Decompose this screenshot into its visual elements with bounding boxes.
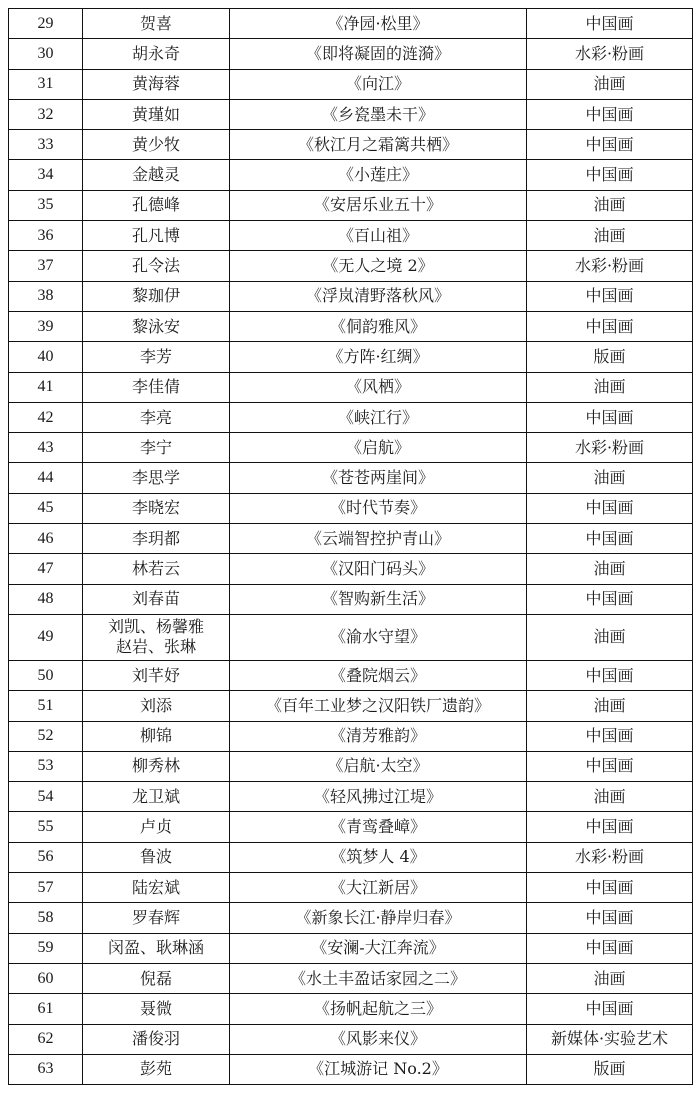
artwork-category: 油画 <box>527 190 693 220</box>
artist-name: 李宁 <box>83 433 230 463</box>
artwork-title: 《新象长江·静岸归春》 <box>230 903 527 933</box>
artwork-title: 《风栖》 <box>230 372 527 402</box>
row-number: 60 <box>9 963 83 993</box>
artwork-title: 《安澜-大江奔流》 <box>230 933 527 963</box>
table-row <box>9 160 693 190</box>
row-number: 46 <box>9 524 83 554</box>
artist-name-line: 赵岩、张琳 <box>115 637 196 657</box>
table-row <box>9 1054 693 1084</box>
artwork-title: 《渝水守望》 <box>230 614 527 660</box>
artwork-title: 《大江新居》 <box>230 873 527 903</box>
artwork-category: 中国画 <box>527 130 693 160</box>
artist-name: 龙卫斌 <box>83 782 230 812</box>
artist-name: 刘芊妤 <box>83 660 230 690</box>
row-number: 41 <box>9 372 83 402</box>
table-row <box>9 812 693 842</box>
artist-name: 闵盈、耿琳涵 <box>83 933 230 963</box>
row-number: 47 <box>9 554 83 584</box>
artist-name: 陆宏斌 <box>83 873 230 903</box>
table-row <box>9 660 693 690</box>
table-row <box>9 372 693 402</box>
row-number: 57 <box>9 873 83 903</box>
artwork-title: 《净园·松里》 <box>230 9 527 39</box>
artwork-category: 中国画 <box>527 99 693 129</box>
artist-name: 柳秀林 <box>83 751 230 781</box>
artwork-category: 中国画 <box>527 873 693 903</box>
artwork-category: 中国画 <box>527 311 693 341</box>
artist-name: 孔凡博 <box>83 221 230 251</box>
table-row <box>9 221 693 251</box>
artwork-title: 《云端智控护青山》 <box>230 524 527 554</box>
artwork-category: 油画 <box>527 372 693 402</box>
artwork-category: 中国画 <box>527 903 693 933</box>
row-number: 37 <box>9 251 83 281</box>
row-number: 48 <box>9 584 83 614</box>
table-row <box>9 584 693 614</box>
artwork-title: 《叠院烟云》 <box>230 660 527 690</box>
row-number: 29 <box>9 9 83 39</box>
artwork-category: 版画 <box>527 1054 693 1084</box>
table-row <box>9 782 693 812</box>
artwork-title: 《安居乐业五十》 <box>230 190 527 220</box>
artwork-category: 油画 <box>527 691 693 721</box>
artist-name: 胡永奇 <box>83 39 230 69</box>
table-row <box>9 842 693 872</box>
artist-name: 李佳倩 <box>83 372 230 402</box>
artist-name: 倪磊 <box>83 963 230 993</box>
row-number: 33 <box>9 130 83 160</box>
artwork-category: 中国画 <box>527 994 693 1024</box>
artist-name: 聂微 <box>83 994 230 1024</box>
artwork-category: 中国画 <box>527 660 693 690</box>
row-number: 53 <box>9 751 83 781</box>
artist-name: 黄瑾如 <box>83 99 230 129</box>
row-number: 63 <box>9 1054 83 1084</box>
table-row <box>9 1024 693 1054</box>
artwork-title: 《浮岚清野落秋风》 <box>230 281 527 311</box>
row-number: 58 <box>9 903 83 933</box>
artwork-category: 油画 <box>527 782 693 812</box>
table-row <box>9 190 693 220</box>
row-number: 30 <box>9 39 83 69</box>
artwork-title: 《小莲庄》 <box>230 160 527 190</box>
artwork-title: 《苍苍两崖间》 <box>230 463 527 493</box>
artwork-category: 中国画 <box>527 751 693 781</box>
artwork-category: 中国画 <box>527 9 693 39</box>
artist-name: 李亮 <box>83 402 230 432</box>
table-row <box>9 493 693 523</box>
table-row <box>9 281 693 311</box>
artwork-title: 《筑梦人 4》 <box>230 842 527 872</box>
artist-name: 罗春辉 <box>83 903 230 933</box>
table-row <box>9 311 693 341</box>
table-row <box>9 751 693 781</box>
artwork-title: 《乡瓷墨未干》 <box>230 99 527 129</box>
artwork-title: 《智购新生活》 <box>230 584 527 614</box>
artwork-category: 中国画 <box>527 281 693 311</box>
table-row <box>9 402 693 432</box>
artwork-category: 油画 <box>527 614 693 660</box>
row-number: 40 <box>9 342 83 372</box>
artwork-title: 《百山祖》 <box>230 221 527 251</box>
artist-name: 李晓宏 <box>83 493 230 523</box>
table-row <box>9 614 693 660</box>
row-number: 50 <box>9 660 83 690</box>
artwork-category: 油画 <box>527 554 693 584</box>
row-number: 34 <box>9 160 83 190</box>
artist-name: 鲁波 <box>83 842 230 872</box>
artwork-title: 《时代节奏》 <box>230 493 527 523</box>
artist-name: 孔德峰 <box>83 190 230 220</box>
artist-name: 黎珈伊 <box>83 281 230 311</box>
artist-name: 李思学 <box>83 463 230 493</box>
row-number: 51 <box>9 691 83 721</box>
table-row <box>9 554 693 584</box>
table-row <box>9 130 693 160</box>
artwork-category: 水彩·粉画 <box>527 39 693 69</box>
table-row <box>9 994 693 1024</box>
row-number: 45 <box>9 493 83 523</box>
artwork-title: 《轻风拂过江堤》 <box>230 782 527 812</box>
artwork-category: 中国画 <box>527 524 693 554</box>
artist-name: 贺喜 <box>83 9 230 39</box>
artwork-category: 中国画 <box>527 493 693 523</box>
artist-name: 黄少牧 <box>83 130 230 160</box>
artwork-category: 油画 <box>527 463 693 493</box>
artwork-title: 《青鸾叠嶂》 <box>230 812 527 842</box>
table-row <box>9 39 693 69</box>
table-row <box>9 721 693 751</box>
table-row <box>9 251 693 281</box>
artwork-category: 水彩·粉画 <box>527 842 693 872</box>
artwork-title: 《风影来仪》 <box>230 1024 527 1054</box>
artwork-title: 《即将凝固的涟漪》 <box>230 39 527 69</box>
table-row <box>9 963 693 993</box>
artwork-category: 中国画 <box>527 933 693 963</box>
table-row <box>9 9 693 39</box>
artist-name: 黄海蓉 <box>83 69 230 99</box>
artwork-category: 版画 <box>527 342 693 372</box>
artwork-category: 中国画 <box>527 721 693 751</box>
table-row <box>9 933 693 963</box>
table-row <box>9 903 693 933</box>
artist-name: 潘俊羽 <box>83 1024 230 1054</box>
artist-name: 李芳 <box>83 342 230 372</box>
artwork-title: 《无人之境 2》 <box>230 251 527 281</box>
row-number: 38 <box>9 281 83 311</box>
artwork-category: 新媒体·实验艺术 <box>527 1024 693 1054</box>
artwork-category: 中国画 <box>527 584 693 614</box>
artwork-category: 中国画 <box>527 812 693 842</box>
artwork-title: 《峡江行》 <box>230 402 527 432</box>
artwork-title: 《方阵·红绸》 <box>230 342 527 372</box>
artist-name: 彭苑 <box>83 1054 230 1084</box>
artwork-list-table <box>8 8 693 1085</box>
artwork-title: 《水土丰盈话家园之二》 <box>230 963 527 993</box>
artwork-title: 《秋江月之霜篱共栖》 <box>230 130 527 160</box>
row-number: 44 <box>9 463 83 493</box>
row-number: 35 <box>9 190 83 220</box>
row-number: 61 <box>9 994 83 1024</box>
artist-name: 金越灵 <box>83 160 230 190</box>
artist-name: 刘春苗 <box>83 584 230 614</box>
artwork-category: 水彩·粉画 <box>527 433 693 463</box>
row-number: 55 <box>9 812 83 842</box>
artwork-category: 油画 <box>527 221 693 251</box>
table-row <box>9 463 693 493</box>
row-number: 56 <box>9 842 83 872</box>
row-number: 52 <box>9 721 83 751</box>
row-number: 49 <box>9 614 83 660</box>
table-row <box>9 342 693 372</box>
artist-name <box>83 614 230 660</box>
artwork-title: 《汉阳门码头》 <box>230 554 527 584</box>
row-number: 32 <box>9 99 83 129</box>
row-number: 36 <box>9 221 83 251</box>
row-number: 31 <box>9 69 83 99</box>
row-number: 39 <box>9 311 83 341</box>
artist-name: 李玥都 <box>83 524 230 554</box>
artist-name: 林若云 <box>83 554 230 584</box>
artist-name: 柳锦 <box>83 721 230 751</box>
row-number: 42 <box>9 402 83 432</box>
artwork-category: 油画 <box>527 69 693 99</box>
table-row <box>9 433 693 463</box>
artwork-title: 《清芳雅韵》 <box>230 721 527 751</box>
artwork-title: 《江城游记 No.2》 <box>230 1054 527 1084</box>
artist-name: 孔令法 <box>83 251 230 281</box>
artwork-title: 《侗韵雅风》 <box>230 311 527 341</box>
table-body <box>9 9 693 1085</box>
artwork-category: 油画 <box>527 963 693 993</box>
table-row <box>9 691 693 721</box>
table-row <box>9 524 693 554</box>
artist-name: 刘添 <box>83 691 230 721</box>
artwork-title: 《启航》 <box>230 433 527 463</box>
artist-name: 黎泳安 <box>83 311 230 341</box>
artwork-title: 《扬帆起航之三》 <box>230 994 527 1024</box>
artwork-category: 中国画 <box>527 160 693 190</box>
table-row <box>9 69 693 99</box>
artist-name-line: 刘凯、杨馨雅 <box>107 617 204 637</box>
row-number: 43 <box>9 433 83 463</box>
row-number: 54 <box>9 782 83 812</box>
row-number: 62 <box>9 1024 83 1054</box>
artwork-category: 水彩·粉画 <box>527 251 693 281</box>
artist-name: 卢贞 <box>83 812 230 842</box>
artwork-title: 《百年工业梦之汉阳铁厂遗韵》 <box>230 691 527 721</box>
artwork-title: 《启航·太空》 <box>230 751 527 781</box>
artwork-title: 《向江》 <box>230 69 527 99</box>
artwork-category: 中国画 <box>527 402 693 432</box>
table-row <box>9 873 693 903</box>
row-number: 59 <box>9 933 83 963</box>
table-row <box>9 99 693 129</box>
